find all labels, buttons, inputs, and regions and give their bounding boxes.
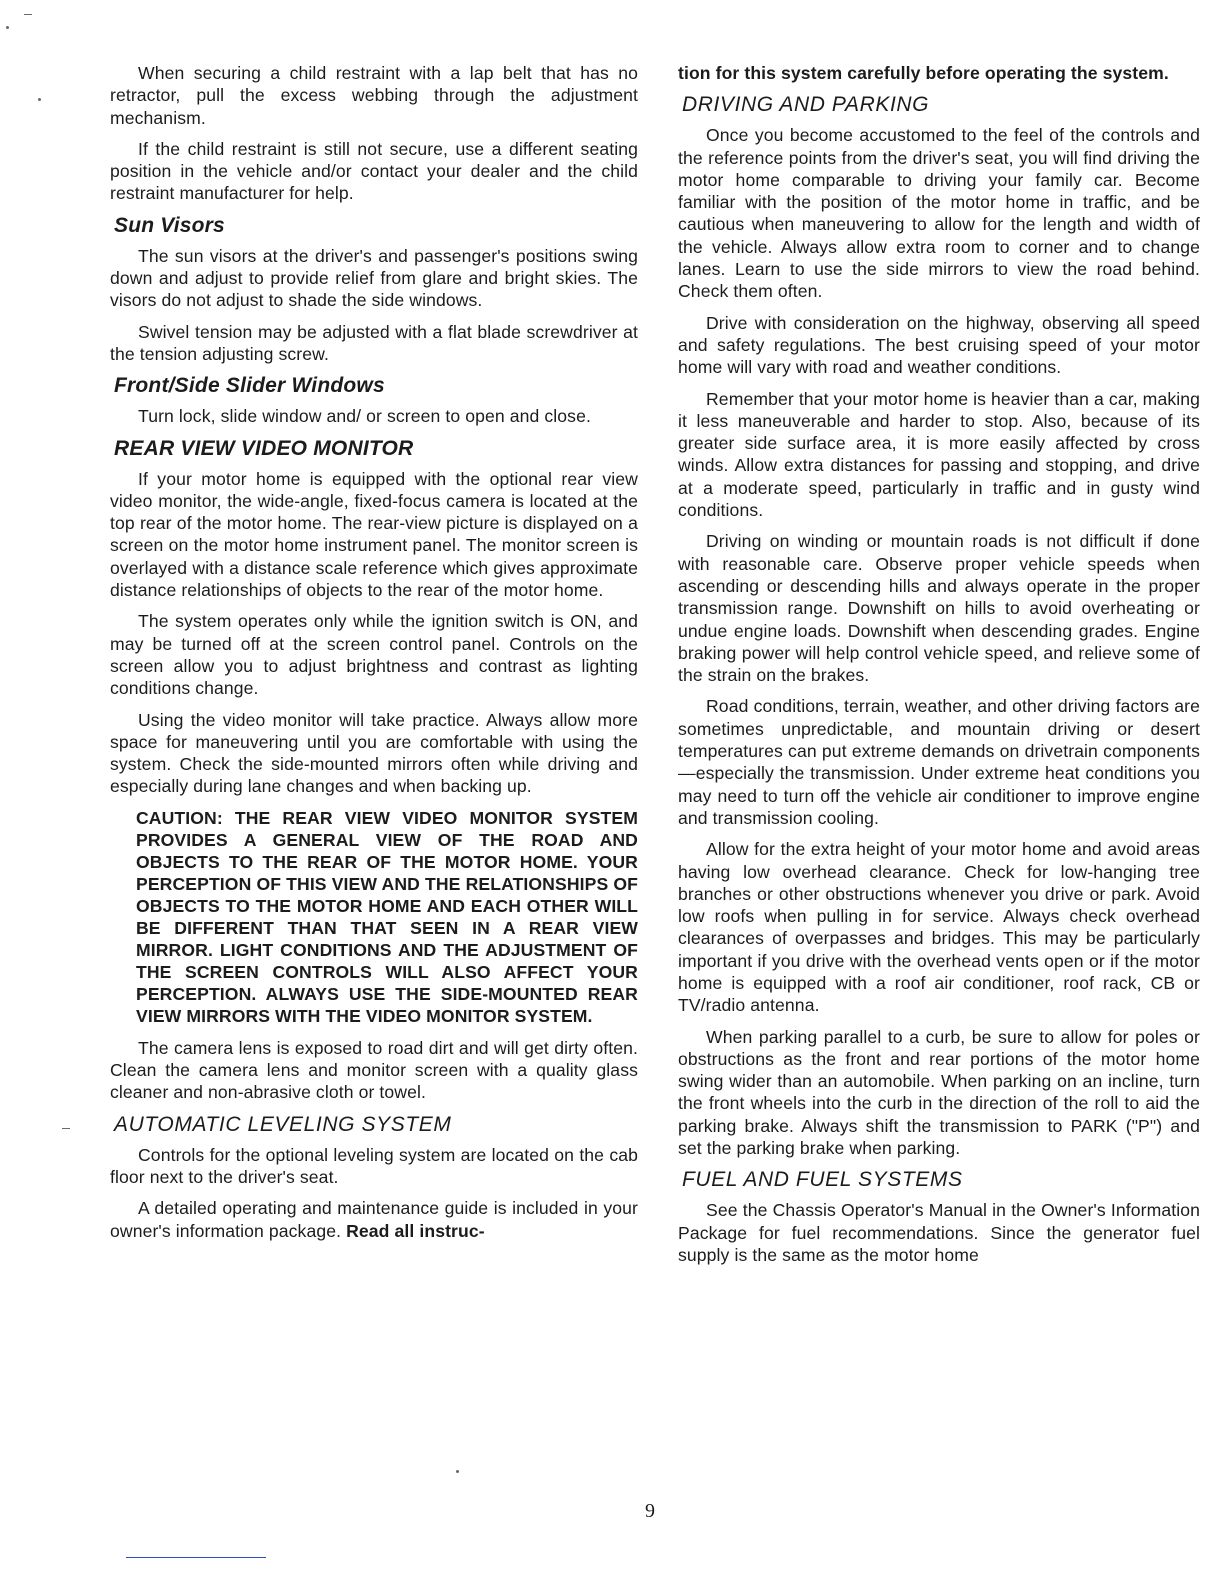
slider-windows-paragraph: Turn lock, slide window and/ or screen to open and close. (138, 406, 591, 427)
driving-parking-heading: DRIVING AND PARKING (682, 93, 930, 117)
right-column (678, 62, 1200, 1275)
child-restraint-lap-belt-paragraph: When securing a child restraint with a lap belt that has no retractor, pull the excess webbing through the adjustment mechanism. (110, 63, 638, 128)
scan-speck (456, 1470, 459, 1473)
slider-windows-heading: Front/Side Slider Windows (114, 374, 385, 398)
leveling-instruction-continuation: tion for this system carefully before operating the system. (678, 63, 1169, 83)
leveling-system-heading: AUTOMATIC LEVELING SYSTEM (114, 1112, 452, 1136)
footer-rule (126, 1557, 266, 1558)
video-monitor-caution: CAUTION: THE REAR VIEW VIDEO MONITOR SYSTEM PROVIDES A GENERAL VIEW OF THE ROAD AND OBJECTS TO THE REAR OF THE MOTOR HOME. YOUR PERCEPTION OF THIS VIEW AND THE RELATIONSHIPS OF OBJECTS TO THE MOTOR HOME AND EACH OTHER WILL BE DIFFERENT THAN THAT SEEN IN A REAR VIEW MIRROR. LIGHT CONDITIONS AND THE ADJUSTMENT OF THE SCREEN CONTROLS WILL ALSO AFFECT YOUR PERCEPTION. ALWAYS USE THE SIDE-MOUNTED REAR VIEW MIRRORS WITH THE VIDEO MONITOR SYSTEM. (136, 807, 638, 1026)
video-monitor-intro-paragraph: If your motor home is equipped with the optional rear view video monitor, the wide-angle, fixed-focus camera is located at the top rear of the motor home. The rear-view picture is displayed on a screen on the motor home instrument panel. The monitor screen is overlayed with a distance scale reference which gives approximate distance relationships of objects to the rear of the motor home. (110, 468, 638, 601)
driving-controls-paragraph: Once you become accustomed to the feel of the controls and the reference points from the driver's seat, you will find driving the motor home comparable to driving your family car. Become familiar with the position of the motor home in traffic, and be cautious when maneuvering to allow for the length and width of the vehicle. Always allow extra room to corner and to change lanes. Learn to use the side mirrors to view the road behind. Check them often. (678, 125, 1200, 302)
video-monitor-heading: REAR VIEW VIDEO MONITOR (114, 436, 414, 460)
highway-consideration-paragraph: Drive with consideration on the highway, observing all speed and safety regulations. The best cruising speed of your motor home will vary with road and weather conditions. (678, 312, 1200, 378)
mountain-roads-paragraph: Driving on winding or mountain roads is not difficult if done with reasonable care. Observe proper vehicle speeds when ascending or descending hills and always operate in the proper transmission range. Downshift on hills to avoid overheating or undue engine loads. Downshift when descending grades. Engine braking power will help control vehicle speed, and relieve some of the strain on the brakes. (678, 531, 1200, 686)
scan-mark (24, 14, 32, 15)
leveling-controls-paragraph: Controls for the optional leveling system are located on the cab floor next to the driver's seat. (110, 1144, 638, 1187)
page-number: 9 (645, 1500, 655, 1522)
swivel-tension-paragraph: Swivel tension may be adjusted with a flat blade screwdriver at the tension adjusting screw. (110, 321, 638, 364)
leveling-guide-text: A detailed operating and maintenance guide is included in your owner's information package. (110, 1198, 638, 1241)
overhead-clearance-paragraph: Allow for the extra height of your motor home and avoid areas having low overhead clearance. Check for low-hanging tree branches or other obstructions whenever you drive or park. Avoid low roofs when pulling in for service. Always check overhead clearances of overpasses and bridges. This may be particularly important if you drive with the overhead vents open or if the motor home is equipped with a roof air conditioner, roof rack, CB or TV/radio antenna. (678, 839, 1200, 1016)
parallel-parking-paragraph: When parking parallel to a curb, be sure to allow for poles or obstructions as the front and rear portions of the motor home swing wider than an automobile. When parking on an incline, turn the front wheels into the curb in the direction of the roll to aid the parking brake. Always shift the transmission to PARK ("P") and set the parking brake when parking. (678, 1026, 1200, 1159)
sun-visors-paragraph: The sun visors at the driver's and passenger's positions swing down and adjust to provide relief from glare and bright skies. The visors do not adjust to shade the side windows. (110, 245, 638, 311)
heavier-vehicle-paragraph: Remember that your motor home is heavier than a car, making it less maneuverable and harder to stop. Also, because of its greater side surface area, it is more easily affected by cross winds. Allow extra distances for passing and stopping, and drive at a moderate speed, particularly in traffic and in gusty wind conditions. (678, 388, 1200, 521)
video-monitor-practice-paragraph: Using the video monitor will take practice. Always allow more space for maneuvering until you are comfortable with using the system. Check the side-mounted mirrors often while driving and especially during lane changes and when backing up. (110, 709, 638, 797)
road-conditions-paragraph: Road conditions, terrain, weather, and other driving factors are sometimes unpredictable, and mountain driving or desert temperatures can put extreme demands on drivetrain components—especially the transmission. Under extreme heat conditions you may need to turn off the vehicle air conditioner to improve engine and transmission cooling. (678, 696, 1200, 828)
video-monitor-ignition-paragraph: The system operates only while the ignition switch is ON, and may be turned off at the screen control panel. Controls on the screen allow you to adjust brightness and contrast as lighting conditions change. (110, 611, 638, 699)
scan-speck (38, 98, 41, 101)
camera-lens-paragraph: The camera lens is exposed to road dirt and will get dirty often. Clean the camera lens and monitor screen with a quality glass cleaner and non-abrasive cloth or towel. (110, 1037, 638, 1103)
child-restraint-secure-paragraph: If the child restraint is still not secure, use a different seating position in the vehicle and/or contact your dealer and the child restraint manufacturer for help. (110, 138, 638, 204)
scan-speck (6, 26, 9, 29)
sun-visors-heading: Sun Visors (114, 213, 225, 237)
leveling-guide-paragraph (110, 1197, 638, 1242)
left-column (110, 62, 638, 1251)
fuel-systems-heading: FUEL AND FUEL SYSTEMS (682, 1168, 963, 1192)
fuel-recommendations-paragraph: See the Chassis Operator's Manual in the Owner's Information Package for fuel recommendations. Since the generator fuel supply is the same as the motor home (678, 1200, 1200, 1265)
leveling-guide-bold-text: Read all instruc- (346, 1220, 485, 1241)
scan-mark (62, 1128, 70, 1129)
